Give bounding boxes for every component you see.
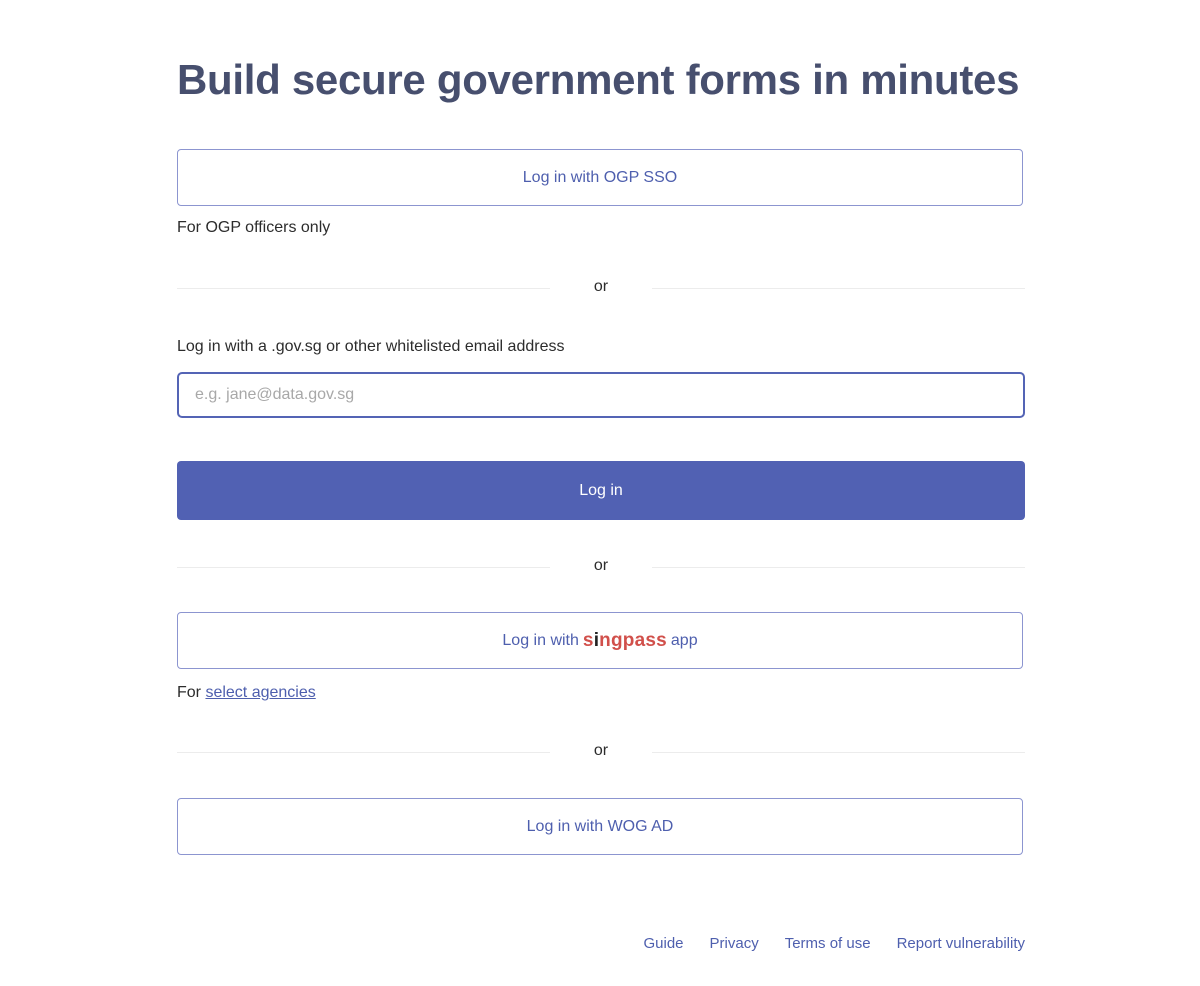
select-agencies-link[interactable]: select agencies xyxy=(205,684,316,701)
email-input[interactable] xyxy=(177,372,1025,418)
email-label: Log in with a .gov.sg or other whitelisted email address xyxy=(177,338,565,355)
footer-link-report-vulnerability[interactable]: Report vulnerability xyxy=(896,935,1025,952)
login-button[interactable]: Log in xyxy=(177,461,1025,520)
ogp-sso-note: For OGP officers only xyxy=(177,219,331,236)
separator xyxy=(177,557,1025,577)
singpass-note xyxy=(177,684,316,702)
singpass-note-prefix: For xyxy=(177,684,201,701)
separator-text: or xyxy=(593,742,609,759)
singpass-suffix: app xyxy=(670,631,698,649)
footer-link-guide[interactable]: Guide xyxy=(643,935,684,952)
separator-text: or xyxy=(593,278,609,295)
singpass-login-button[interactable] xyxy=(177,612,1023,669)
footer-links xyxy=(644,935,1026,952)
separator xyxy=(177,278,1025,298)
footer-link-privacy[interactable]: Privacy xyxy=(709,935,759,952)
ogp-sso-login-button[interactable]: Log in with OGP SSO xyxy=(177,149,1023,206)
separator-text: or xyxy=(593,557,609,574)
page-title: Build secure government forms in minutes xyxy=(177,56,1020,103)
singpass-logo: singpass xyxy=(582,629,667,651)
wog-ad-login-button[interactable]: Log in with WOG AD xyxy=(177,798,1023,855)
footer-link-terms[interactable]: Terms of use xyxy=(784,935,871,952)
separator xyxy=(177,742,1025,762)
singpass-prefix: Log in with xyxy=(502,631,579,649)
